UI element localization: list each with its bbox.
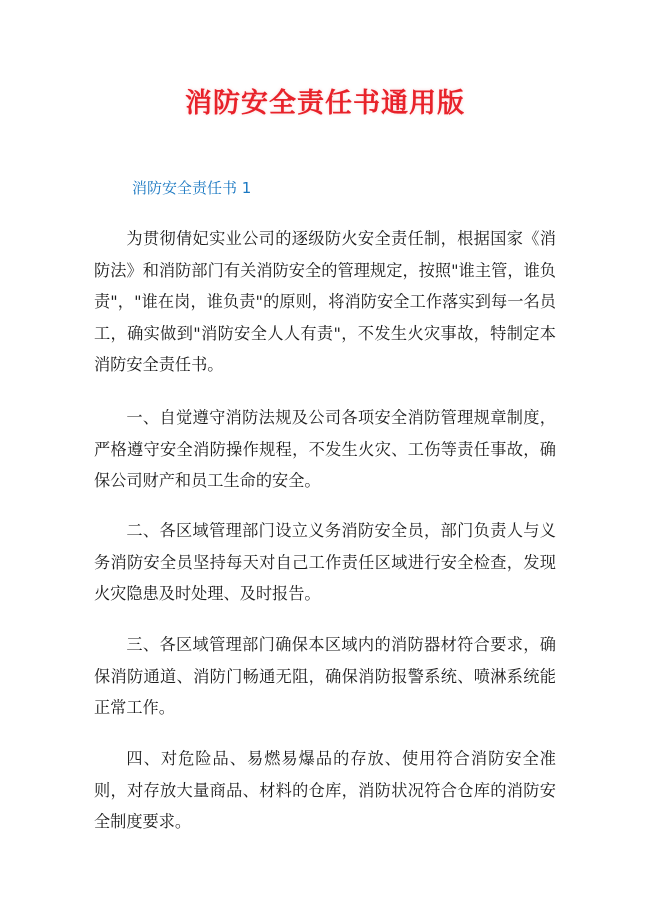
section-heading: 消防安全责任书 1: [132, 179, 252, 197]
clause-paragraph-2: 二、各区域管理部门设立义务消防安全员，部门负责人与义务消防安全员坚持每天对自己工作责任区域进行安全检查，发现火灾隐患及时处理、及时报告。: [94, 521, 556, 604]
intro-paragraph: 为贯彻倩妃实业公司的逐级防火安全责任制，根据国家《消防法》和消防部门有关消防安全的管理规定，按照"谁主管，谁负责"，"谁在岗，谁负责"的原则，将消防安全工作落实到每一名员工，确实做到"消防安全人人有责"，不发生火灾事故，特制定本消防安全责任书。: [94, 229, 556, 375]
clause-paragraph-4: 四、对危险品、易燃易爆品的存放、使用符合消防安全准则，对存放大量商品、材料的仓库，消防状况符合仓库的消防安全制度要求。: [94, 749, 556, 832]
clause-paragraph-1: 一、自觉遵守消防法规及公司各项安全消防管理规章制度，严格遵守安全消防操作规程，不发生火灾、工伤等责任事故，确保公司财产和员工生命的安全。: [94, 408, 556, 491]
clause-paragraph-3: 三、各区域管理部门确保本区域内的消防器材符合要求，确保消防通道、消防门畅通无阻，确保消防报警系统、喷淋系统能正常工作。: [94, 635, 556, 718]
document-title: 消防安全责任书通用版: [185, 88, 465, 119]
